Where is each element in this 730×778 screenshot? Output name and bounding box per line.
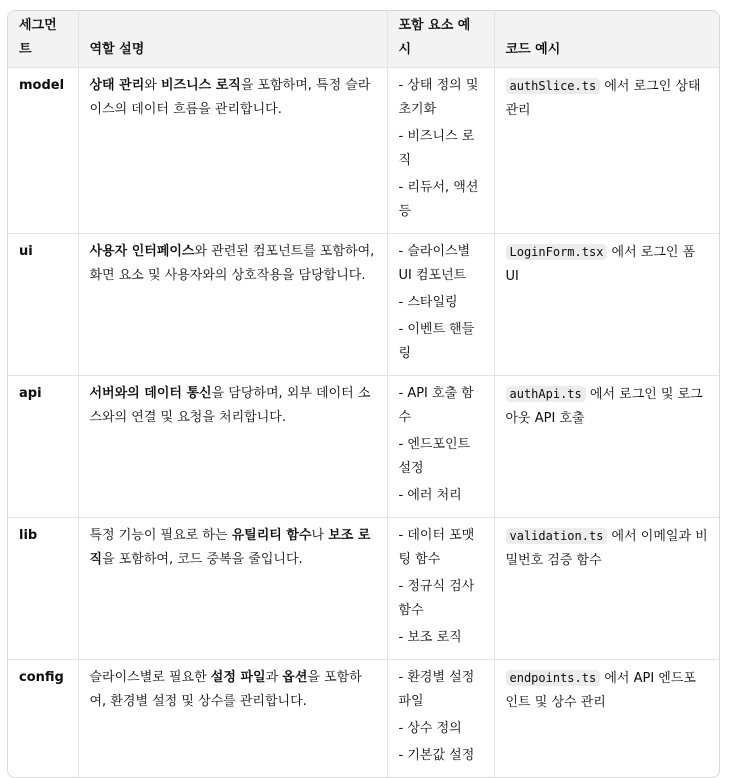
desc-text: 과 <box>265 670 283 685</box>
list-item: - 환경별 설정 파일 <box>399 666 483 714</box>
code-cell <box>494 376 719 518</box>
desc-text: 을 포함하여, 환경별 설정 및 상수를 관리합니다. <box>89 670 362 709</box>
table-row <box>8 68 719 234</box>
list-item: - 보조 로직 <box>399 626 483 650</box>
desc-bold: 사용자 인터페이스 <box>89 244 195 259</box>
code-cell <box>494 234 719 376</box>
code-cell <box>494 660 719 778</box>
list-item: - 이벤트 핸들링 <box>399 318 483 366</box>
desc-bold: 보조 로직 <box>89 528 371 567</box>
code-cell <box>494 518 719 660</box>
elements-cell <box>387 376 494 518</box>
code-filename: authSlice.ts <box>506 78 601 94</box>
list-item: - 스타일링 <box>399 291 483 315</box>
list-item: - 슬라이스별 UI 컴포넌트 <box>399 240 483 288</box>
role-description <box>78 376 387 518</box>
code-filename: authApi.ts <box>506 386 586 402</box>
table-row <box>8 376 719 518</box>
code-description: 에서 로그인 상태 관리 <box>505 79 701 118</box>
list-item: - 리듀서, 액션 등 <box>399 176 483 224</box>
header-role: 역할 설명 <box>78 11 387 68</box>
segment-name: model <box>8 68 78 234</box>
desc-text: 을 포함하며, 특정 슬라이스의 데이터 흐름을 관리합니다. <box>89 78 371 117</box>
segment-name: lib <box>8 518 78 660</box>
header-elements: 포함 요소 예시 <box>387 11 494 68</box>
desc-bold: 유틸리티 함수 <box>231 528 312 543</box>
desc-text: 특정 기능이 필요로 하는 <box>89 528 232 543</box>
elements-cell <box>387 234 494 376</box>
list-item: - 데이터 포맷팅 함수 <box>399 524 483 572</box>
desc-bold: 서버와의 데이터 통신 <box>89 386 212 401</box>
role-description <box>78 234 387 376</box>
elements-list <box>399 524 483 650</box>
code-description: 에서 API 엔드포인트 및 상수 관리 <box>505 671 696 710</box>
desc-text: 와 <box>144 78 161 93</box>
code-description: 에서 로그인 폼 UI <box>505 245 696 284</box>
elements-list <box>399 666 483 768</box>
code-cell <box>494 68 719 234</box>
list-item: - 상수 정의 <box>399 717 483 741</box>
desc-text: 와 관련된 컴포넌트를 포함하여, 화면 요소 및 사용자와의 상호작용을 담당합니다. <box>89 244 375 283</box>
desc-text: 나 <box>311 528 329 543</box>
role-description <box>78 660 387 778</box>
elements-cell <box>387 68 494 234</box>
code-filename: validation.ts <box>506 528 608 544</box>
elements-list <box>399 382 483 508</box>
code-filename: endpoints.ts <box>506 670 601 686</box>
segment-table-container <box>7 10 720 778</box>
code-description: 에서 이메일과 비밀번호 검증 함수 <box>505 529 708 568</box>
table-row <box>8 518 719 660</box>
code-filename: LoginForm.tsx <box>506 244 608 260</box>
list-item: - 상태 정의 및 초기화 <box>399 74 483 122</box>
list-item: - 정규식 검사 함수 <box>399 575 483 623</box>
header-code: 코드 예시 <box>494 11 719 68</box>
desc-bold: 옵션 <box>282 670 308 685</box>
desc-bold: 비즈니스 로직 <box>160 78 241 93</box>
elements-list <box>399 74 483 224</box>
list-item: - 에러 처리 <box>399 484 483 508</box>
header-segment: 세그먼트 <box>8 11 78 68</box>
table-row <box>8 660 719 778</box>
desc-text: 을 포함하여, 코드 중복을 줄입니다. <box>102 552 303 567</box>
elements-list <box>399 240 483 366</box>
role-description <box>78 518 387 660</box>
segment-table <box>8 11 719 777</box>
segment-name: api <box>8 376 78 518</box>
list-item: - 기본값 설정 <box>399 744 483 768</box>
elements-cell <box>387 660 494 778</box>
list-item: - API 호출 함수 <box>399 382 483 430</box>
table-header-row <box>8 11 719 68</box>
code-description: 에서 로그인 및 로그아웃 API 호출 <box>505 387 703 426</box>
segment-name: config <box>8 660 78 778</box>
list-item: - 비즈니스 로직 <box>399 125 483 173</box>
role-description <box>78 68 387 234</box>
list-item: - 엔드포인트 설정 <box>399 433 483 481</box>
elements-cell <box>387 518 494 660</box>
desc-bold: 상태 관리 <box>89 78 145 93</box>
desc-bold: 설정 파일 <box>210 670 266 685</box>
segment-name: ui <box>8 234 78 376</box>
desc-text: 을 담당하며, 외부 데이터 소스와의 연결 및 요청을 처리합니다. <box>89 386 371 425</box>
table-row <box>8 234 719 376</box>
desc-text: 슬라이스별로 필요한 <box>89 670 211 685</box>
